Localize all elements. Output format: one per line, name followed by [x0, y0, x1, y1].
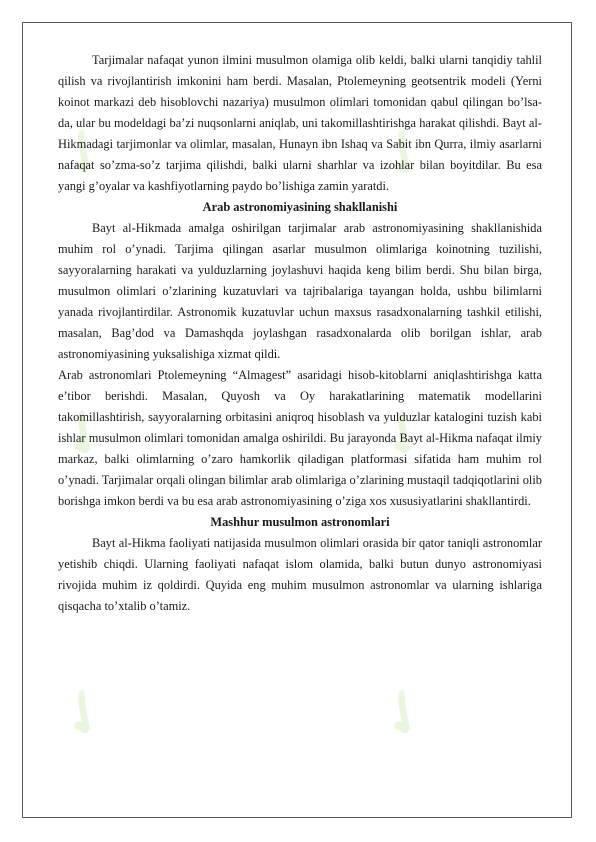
paragraph-translations: Tarjimalar nafaqat yunon ilmini musulmon olamiga olib keldi, balki ularni tanqidiy tahlil qilish va rivojlantirish imkonini ham berdi. Masalan, Ptolemeyning geotsentrik modeli (Yerni koinot markazi deb hisoblovchi nazariya) musulmon olimlari tomonidan qabul qilingan bo’lsa-da, ular bu modeldagi ba’zi nuqsonlarni aniqlab, uni takomillashtirishga harakat qilishdi. Bayt al-Hikmadagi tarjimonlar va olimlar, masalan, Hunayn ibn Ishaq va Sabit ibn Qurra, ilmiy asarlarni nafaqat so’zma-so’z tarjima qilishdi, balki ularni sharhlar va izohlar bilan boyitdilar. Bu esa yangi g’oyalar va kashfiyotlarning paydo bo’lishiga zamin yaratdi.: [58, 53, 542, 193]
watermark-logo-2: ✓: [362, 114, 443, 195]
watermark-logo-6: ✓: [362, 674, 443, 755]
watermark-logo-5: ✓: [42, 674, 123, 755]
heading-arab-astronomy-formation: Arab astronomiyasining shakllanishi: [202, 200, 398, 214]
paragraph-astronomers-intro: Bayt al-Hikma faoliyati natijasida musulmon olimlari orasida bir qator taniqli astronomlar yetishib chiqdi. Ularning faoliyati nafaqat islom olamida, balki butun dunyo astronomiyasi rivojida muhim iz qoldirdi. Quyida eng muhim musulmon astronomlar va ularning ishlariga qisqacha to’xtalib o’tamiz.: [58, 536, 542, 613]
paragraph-almagest: Arab astronomlari Ptolemeyning “Almagest” asaridagi hisob-kitoblarni aniqlashtirishga katta e’tibor berishdi. Masalan, Quyosh va Oy harakatlarining matematik modellarini takomillashtirish, sayyoralarning orbitasini aniqroq hisoblash va yulduzlar katalogini tuzish kabi ishlar musulmon olimlari tomonidan amalga oshirildi. Bu jarayonda Bayt al-Hikma nafaqat ilmiy markaz, balki olimlarning o’zaro hamkorlik qiladigan platformasi sifatida ham muhim rol o’ynadi. Tarjimalar orqali olingan bilimlar arab olimlariga o’zlarining mustaqil tadqiqotlarini olib borishga imkon berdi va bu esa arab astronomiyasining o’ziga xos xususiyatlarini shakllantirdi.: [58, 368, 542, 508]
watermark-logo-3: ✓: [42, 394, 123, 475]
heading-famous-astronomers: Mashhur musulmon astronomlari: [210, 515, 390, 529]
paragraph-bayt-al-hikma-role: Bayt al-Hikmada amalga oshirilgan tarjimalar arab astronomiyasining shakllanishida muhim rol o’ynadi. Tarjima qilingan asarlar musulmon olimlariga koinotning tuzilishi, sayyoralarning harakati va yulduzlarning joylashuvi haqida keng bilim berdi. Shu bilan birga, musulmon olimlari o’zlarining kuzatuvlari va tajribalariga tayangan holda, ushbu bilimlarni yanada rivojlantirdilar. Astronomik kuzatuvlar uchun maxsus rasadxonalarning tashkil etilishi, masalan, Bag’dod va Damashqda joylashgan rasadxonalarda olib borilgan ishlar, arab astronomiyasining yuksalishiga xizmat qildi.: [58, 221, 542, 361]
watermark-logo-4: ✓: [362, 394, 443, 475]
watermark-logo-1: ✓: [42, 114, 123, 195]
document-body: [58, 50, 542, 617]
